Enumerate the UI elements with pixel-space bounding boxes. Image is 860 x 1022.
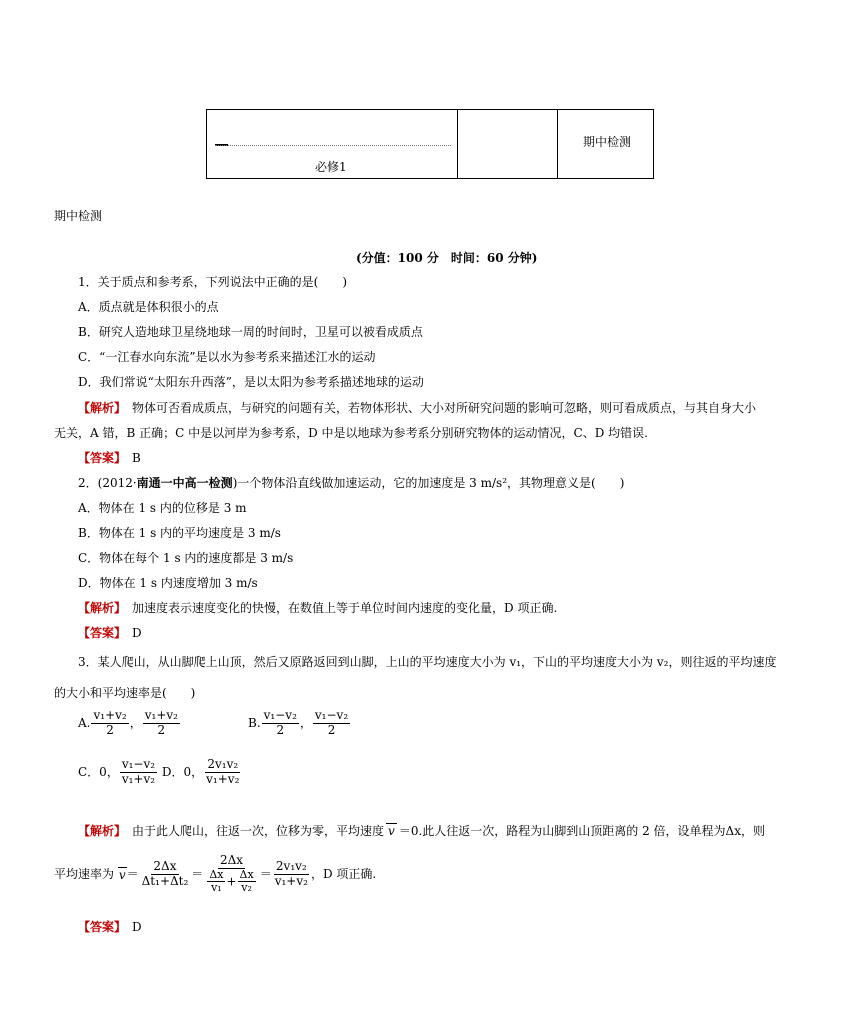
header-table: [206, 109, 654, 179]
q3-option-cd: [78, 758, 242, 787]
header-chapter: 期中检测: [583, 135, 632, 149]
fraction-num: v₁−v₂: [121, 757, 156, 771]
separator: ，: [299, 715, 312, 730]
fraction-num: 2Δx: [153, 859, 177, 874]
q3-answer-value: D: [120, 920, 142, 934]
q3-analysis-line1: [78, 822, 765, 839]
fraction: [91, 709, 128, 738]
fraction-num: v₁+v₂: [93, 708, 127, 722]
plus: +: [226, 874, 237, 889]
header-cell-book: [207, 110, 458, 178]
q3-analysis-text1b: ＝0.此人往返一次，路程为山脚到山顶距离的 2 倍，设单程为Δx，则: [398, 824, 765, 838]
fraction: [238, 869, 256, 895]
separator: ，: [129, 715, 142, 730]
q1-option-c: C．“一江春水向东流”是以水为参考系来描述江水的运动: [78, 350, 376, 364]
fraction: [313, 709, 350, 738]
q3-option-c-label: C．0，: [78, 764, 119, 779]
q3-analysis-text1a: 由于此人爬山，往返一次，位移为零，平均速度: [120, 824, 385, 838]
q3-option-b-label: B.: [248, 715, 261, 730]
q3-analysis-text2a: 平均速率为: [54, 867, 115, 882]
fraction-den: v₁: [211, 881, 222, 895]
fraction-den: v₁+v₂: [206, 771, 240, 786]
q2-stem-b: )一个物体沿直线做加速运动，它的加速度是 3 m/s²，其物理意义是( ): [232, 476, 625, 490]
q1-stem: 1．关于质点和参考系，下列说法中正确的是( ): [78, 275, 347, 289]
q3-stem-line2: 的大小和平均速率是( ): [54, 686, 196, 700]
q2-stem-a: 2．(2012·: [78, 476, 137, 490]
q3-answer: [78, 918, 142, 935]
fraction-num: 2Δx: [219, 853, 244, 867]
q1-answer: [78, 449, 141, 466]
fraction-num: 2v₁v₂: [207, 757, 239, 771]
q3-option-a-label: A.: [78, 715, 91, 730]
fraction-num: v₁+v₂: [144, 708, 178, 722]
q2-source: 南通一中高一检测: [136, 476, 233, 490]
fraction-den: 2: [276, 722, 285, 737]
avg-velocity-symbol: v: [388, 824, 395, 838]
q2-option-a: A．物体在 1 s 内的位移是 3 m: [78, 501, 247, 515]
q2-option-c: C．物体在每个 1 s 内的速度都是 3 m/s: [78, 551, 294, 565]
q2-answer: [78, 624, 142, 641]
avg-speed-symbol: v: [118, 868, 126, 883]
answer-tag: 【答案】: [78, 920, 121, 934]
header-book: 必修1: [315, 160, 347, 174]
q1-analysis-line1: [78, 399, 756, 416]
q3-option-b: [248, 709, 351, 738]
fraction: [207, 869, 225, 895]
equals: ＝: [191, 867, 204, 882]
analysis-tag: 【解析】: [78, 824, 121, 838]
equals: ＝: [126, 867, 139, 882]
fraction-den: v₂: [241, 881, 252, 895]
q2-stem: [78, 474, 624, 491]
fraction: [143, 709, 180, 738]
fraction-num: Δx: [209, 867, 224, 881]
header-cell-blank: [458, 110, 558, 178]
answer-tag: 【答案】: [78, 451, 121, 465]
fraction-num: v₁−v₂: [263, 708, 297, 722]
q1-answer-value: B: [120, 451, 141, 465]
score-time: (分值：100 分 时间：60 分钟): [356, 251, 538, 265]
q3-analysis-text2b: ，D 项正确.: [310, 867, 377, 882]
fraction-den: 2: [157, 722, 166, 737]
q3-option-a: [78, 709, 181, 738]
fraction-num: 2v₁v₂: [275, 859, 307, 874]
fraction: [273, 860, 310, 889]
fraction: [262, 709, 299, 738]
q1-option-b: B．研究人造地球卫星绕地球一周的时间时，卫星可以被看成质点: [78, 325, 423, 339]
q2-analysis-text: 加速度表示速度变化的快慢，在数值上等于单位时间内速度的变化量，D 项正确.: [120, 601, 558, 615]
fraction: [204, 854, 258, 895]
fraction-num: Δx: [239, 867, 254, 881]
header-dotted-line: [215, 145, 451, 146]
equals: ＝: [259, 867, 272, 882]
fraction-den: 2: [327, 722, 336, 737]
q3-stem-line1: 3．某人爬山，从山脚爬上山顶，然后又原路返回到山脚，上山的平均速度大小为 v₁，下山的平均速度大小为 v₂，则往返的平均速度: [78, 655, 777, 669]
fraction: [204, 758, 241, 787]
fraction-den: 2: [106, 722, 114, 737]
analysis-tag: 【解析】: [78, 601, 121, 615]
q2-answer-value: D: [120, 626, 142, 640]
q2-option-b: B．物体在 1 s 内的平均速度是 3 m/s: [78, 526, 281, 540]
q2-analysis: [78, 599, 557, 616]
q1-analysis-text1: 物体可否看成质点，与研究的问题有关，若物体形状、大小对所研究问题的影响可忽略，则可看成质点，与其自身大小: [120, 401, 757, 415]
q2-option-d: D．物体在 1 s 内速度增加 3 m/s: [78, 576, 258, 590]
fraction-den: v₁+v₂: [274, 874, 308, 889]
fraction: [140, 860, 191, 889]
q1-option-a: A．质点就是体积很小的点: [78, 300, 219, 314]
fraction-den: Δt₁+Δt₂: [141, 874, 189, 889]
fraction: [120, 758, 157, 787]
fraction-num: v₁−v₂: [314, 708, 349, 722]
section-title: 期中检测: [54, 209, 103, 223]
fraction-den-compound: [204, 869, 258, 895]
q3-analysis-line2: [54, 854, 376, 895]
q3-option-d-label: D．0，: [161, 764, 204, 779]
analysis-tag: 【解析】: [78, 401, 121, 415]
q1-analysis-line2: 无关，A 错，B 正确；C 中是以河岸为参考系，D 中是以地球为参考系分别研究物体的运动情况，C、D 均错误.: [54, 426, 648, 440]
fraction-den: v₁+v₂: [121, 771, 156, 786]
q1-option-d: D．我们常说“太阳东升西落”，是以太阳为参考系描述地球的运动: [78, 375, 424, 389]
answer-tag: 【答案】: [78, 626, 121, 640]
